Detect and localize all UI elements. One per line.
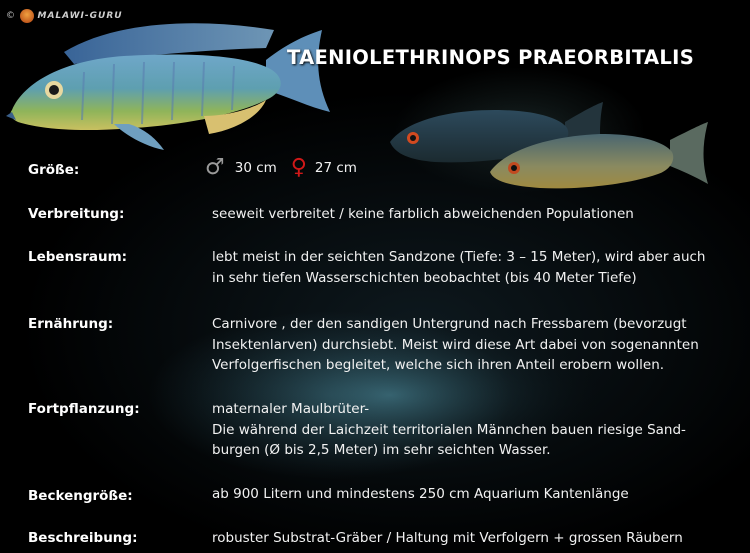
tank-size-value bbox=[212, 484, 747, 505]
reproduction-line: maternaler Maulbrüter- bbox=[212, 401, 370, 417]
diet-line: Verfolgerfischen begleitet, welche sich ihren Anteil erobern wollen. bbox=[212, 357, 665, 373]
reproduction-line: burgen (Ø bis 2,5 Meter) im sehr seichten Wasser. bbox=[212, 442, 551, 458]
male-size-value: 30 cm bbox=[234, 160, 277, 176]
distribution-value bbox=[212, 204, 747, 225]
habitat-line: in sehr tiefen Wasserschichten beobachtet (bis 40 Meter Tiefe) bbox=[212, 269, 637, 286]
description-label: Beschreibung: bbox=[28, 530, 138, 546]
copyright-symbol: © bbox=[6, 11, 16, 21]
description-value bbox=[212, 528, 747, 549]
distribution-line: seeweit verbreitet / keine farblich abweichenden Populationen bbox=[212, 206, 634, 222]
diet-line: Carnivore , der den sandigen Untergrund nach Fressbarem (bevorzugt bbox=[212, 316, 687, 332]
fish-illustration-background-2 bbox=[480, 112, 710, 202]
diet-value bbox=[212, 314, 747, 376]
brand-name: MALAWI-GURU bbox=[37, 11, 123, 21]
reproduction-label: Fortpflanzung: bbox=[28, 401, 140, 417]
tank-size-label: Beckengröße: bbox=[28, 488, 133, 504]
tank-size-line: ab 900 Litern und mindestens 250 cm Aquarium Kantenlänge bbox=[212, 486, 629, 502]
reproduction-line: Die während der Laichzeit territorialen Männchen bauen riesige Sand- bbox=[212, 421, 686, 438]
reproduction-value bbox=[212, 399, 747, 461]
diet-label: Ernährung: bbox=[28, 316, 114, 332]
male-symbol-icon: ♂ bbox=[205, 155, 225, 180]
fish-illustration-main bbox=[4, 12, 334, 152]
size-label: Größe: bbox=[28, 162, 80, 178]
female-size-value: 27 cm bbox=[314, 160, 357, 176]
description-line: robuster Substrat-Gräber / Haltung mit Verfolgern + grossen Räubern bbox=[212, 530, 683, 546]
habitat-line: lebt meist in der seichten Sandzone (Tiefe: 3 – 15 Meter), wird aber auch bbox=[212, 249, 706, 265]
size-values bbox=[205, 155, 357, 180]
habitat-label: Lebensraum: bbox=[28, 249, 128, 265]
distribution-label: Verbreitung: bbox=[28, 206, 125, 222]
female-symbol-icon: ♀ bbox=[290, 155, 307, 180]
diet-line: Insektenlarven) durchsiebt. Meist wird diese Art dabei von sogenannten bbox=[212, 336, 699, 353]
habitat-value bbox=[212, 247, 747, 288]
species-title: TAENIOLETHRINOPS PRAEORBITALIS bbox=[287, 46, 695, 69]
